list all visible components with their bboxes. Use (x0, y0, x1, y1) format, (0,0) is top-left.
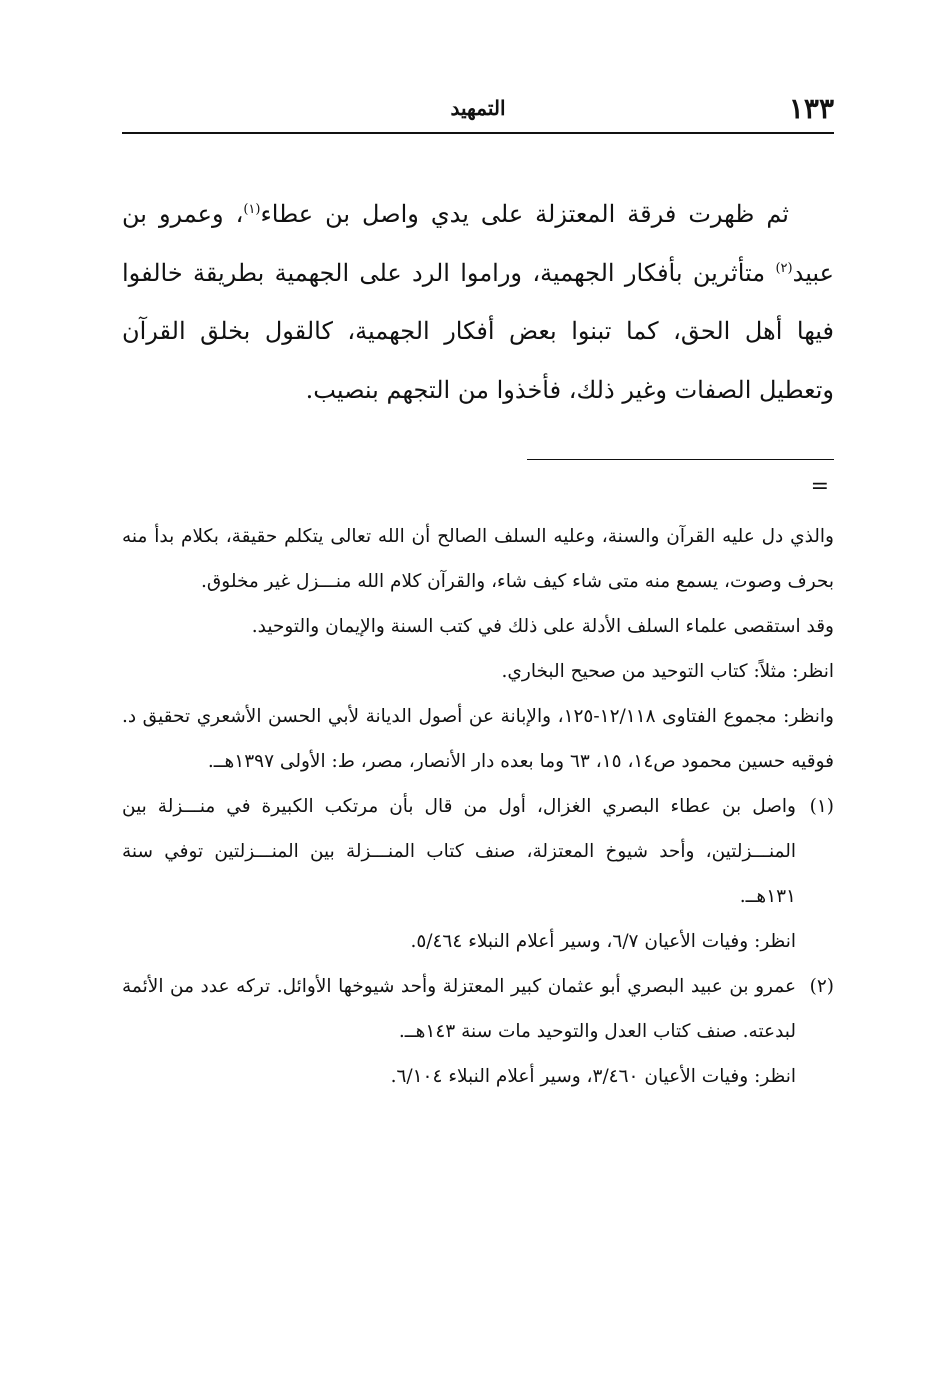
footnote-ref-2: (٢) (775, 260, 793, 276)
page-header (122, 92, 834, 132)
continued-note-reference: وانظر: مجموع الفتاوى ١٢/١١٨-١٢٥، والإبانة عن أصول الديانة لأبي الحسن الأشعري تحقيق د. فوقيه حسين محمود ص١٤، ١٥، ٦٣ وما بعده دار الأنصار، مصر، ط: الأولى ١٣٩٧هــ. (122, 706, 834, 772)
paragraph-text (122, 185, 834, 419)
footnotes (122, 514, 834, 1099)
footnote-ref-1: (١) (243, 202, 261, 217)
footnote-separator (527, 459, 834, 460)
continuation-mark: = (810, 474, 829, 499)
body-text-2: ، وعمرو بن عبيد (122, 200, 834, 287)
body-text-1: ثم ظهرت فرقة المعتزلة على يدي واصل بن عطاء (260, 200, 789, 228)
footnote-2 (122, 964, 834, 1099)
footnote-body (122, 784, 796, 964)
continued-note-text: والذي دل عليه القرآن والسنة، وعليه السلف الصالح أن الله تعالى يتكلم حقيقة، بكلام بدأ منه بحرف وصوت، يسمع منه متى شاء كيف شاء، والقرآن كلام الله منـــزل غير مخلوق. (122, 526, 834, 592)
footnote-reference: انظر: وفيات الأعيان ٣/٤٦٠، وسير أعلام النبلاء ٦/١٠٤. (390, 1066, 796, 1087)
body-text-3: متأثرين بأفكار الجهمية، وراموا الرد على الجهمية بطريقة خالفوا فيها أهل الحق، كما تبنوا بعض أفكار الجهمية، كالقول بخلق القرآن وتعطيل الصفات وغير ذلك، فأخذوا من التجهم بنصيب. (122, 258, 834, 404)
footnote-body (122, 964, 796, 1099)
continued-note-text: وقد استقصى علماء السلف الأدلة على ذلك في كتب السنة والإيمان والتوحيد. (251, 616, 834, 637)
continued-note-reference: انظر: مثلاً: كتاب التوحيد من صحيح البخاري. (501, 661, 834, 682)
footnote-text: عمرو بن عبيد البصري أبو عثمان كبير المعتزلة وأحد شيوخها الأوائل. تركه عدد من الأئمة لبدعته. صنف كتاب العدل والتوحيد مات سنة ١٤٣هــ. (122, 976, 796, 1042)
footnote-number: (٢) (809, 976, 834, 997)
footnote-text: واصل بن عطاء البصري الغزال، أول من قال بأن مرتكب الكبيرة في منـــزلة بين المنـــزلتين، وأحد شيوخ المعتزلة، صنف كتاب المنـــزلة بين المنـــزلتين توفي سنة ١٣١هــ. (122, 796, 796, 907)
main-paragraph (122, 185, 834, 419)
footnote-1 (122, 784, 834, 964)
running-title: التمهيد (450, 96, 506, 120)
footnote-reference: انظر: وفيات الأعيان ٦/٧، وسير أعلام النبلاء ٥/٤٦٤. (410, 931, 796, 952)
footnote-number: (١) (809, 796, 834, 817)
page-number: ١٣٣ (788, 92, 834, 125)
header-rule (122, 132, 834, 134)
